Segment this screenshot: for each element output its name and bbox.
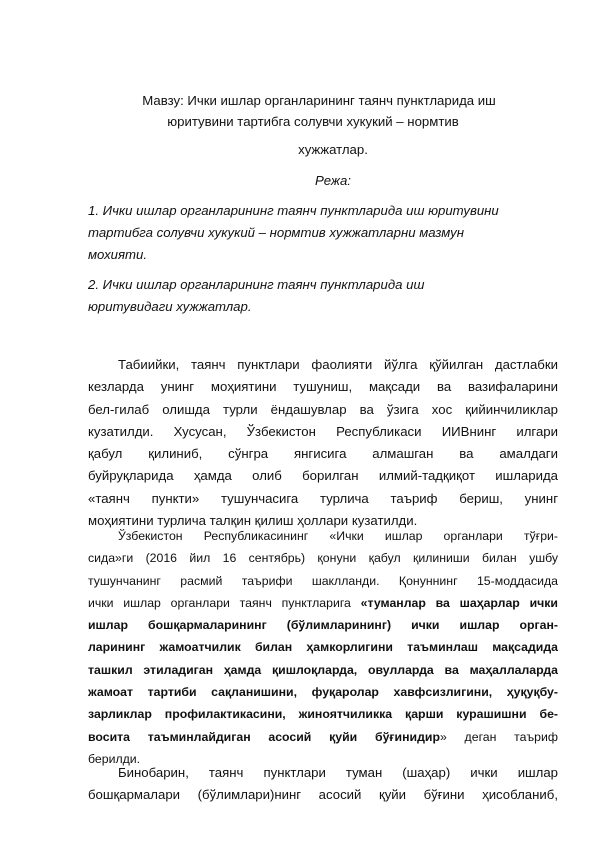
bold-quote: восита таъминлайдиган асосий қуйи бўғинидир bbox=[88, 729, 440, 744]
paragraph-line bbox=[88, 614, 558, 636]
paragraph-line: восита таъминлайдиган асосий қуйи бўғинидир» деган таъриф bbox=[88, 729, 559, 744]
bold-quote: жамоат тартиби сақланишини, фуқаролар хавфсизлигини, ҳуқуқбу- bbox=[88, 685, 558, 700]
topic-line-1: Мавзу: Ички ишлар органларининг таянч пунктларида иш bbox=[142, 93, 496, 108]
paragraph-2 bbox=[88, 525, 558, 770]
paragraph-line: бошқармалари (бўлимлари)нинг асосий қуйи бўғини ҳисобланиб, bbox=[88, 787, 558, 803]
paragraph-line: моҳиятини турлича талқин қилиш ҳоллари кузатилди. bbox=[88, 513, 418, 529]
topic-heading bbox=[88, 90, 538, 132]
paragraph-line bbox=[88, 681, 558, 703]
paragraph-line: ички ишлар органлари таянч пунктларига «туманлар ва шаҳарлар ички bbox=[88, 595, 558, 610]
paragraph-1 bbox=[88, 354, 558, 532]
paragraph-line: буйруқларида ҳамда олиб борилган илмий-тадқиқот ишларида bbox=[88, 468, 558, 484]
plan-item-2-line: 2. Ички ишлар органларининг таянч пунктларида иш bbox=[88, 277, 425, 292]
plan-item-1-line: тартибга солувчи хукукий – нормтив хужжатларни мазмун bbox=[88, 225, 465, 240]
plan-item-2-line: юритувидаги хужжатлар. bbox=[88, 299, 252, 314]
paragraph-line bbox=[88, 703, 558, 725]
paragraph-line bbox=[88, 636, 558, 658]
bold-quote: зарликлар профилактикасини, жиноятчиликка қарши курашишни бе- bbox=[88, 707, 558, 722]
plan-heading: Режа: bbox=[315, 173, 351, 188]
plan-item-1-line: мохияти. bbox=[88, 247, 148, 262]
plan-item-1 bbox=[88, 200, 558, 266]
paragraph-line: тушунчанинг расмий таърифи шаклланди. Қонуннинг 15-моддасида bbox=[88, 573, 558, 588]
paragraph-3 bbox=[88, 762, 558, 807]
topic-line-3: хужжатлар. bbox=[298, 142, 368, 157]
bold-quote: «туманлар ва шаҳарлар ички bbox=[360, 595, 558, 610]
paragraph-line: берилди. bbox=[88, 751, 141, 766]
paragraph-line: Ўзбекистон Республикасининг «Ички ишлар органлари тўғри- bbox=[118, 529, 558, 543]
plan-item-1-line: 1. Ички ишлар органларининг таянч пунктларида иш юритувини bbox=[88, 203, 499, 218]
bold-quote: ташкил этиладиган ҳамда қишлоқларда, овулларда ва маҳаллаларда bbox=[88, 662, 558, 677]
paragraph-line: Табиийки, таянч пунктлари фаолияти йўлга қўйилган дастлабки bbox=[118, 357, 558, 372]
paragraph-line: кезларда унинг моҳиятини тушуниш, мақсади ва вазифаларини bbox=[88, 379, 558, 395]
paragraph-line: кузатилди. Хусусан, Ўзбекистон Республикаси ИИВнинг илгари bbox=[88, 423, 558, 439]
topic-line-2: юритувини тартибга солувчи хукукий – нормтив bbox=[167, 114, 459, 129]
paragraph-line: Бинобарин, таянч пунктлари туман (шаҳар) ички ишлар bbox=[118, 765, 558, 780]
paragraph-line: бел-гилаб олишда турли ёндашувлар ва ўзига хос қийинчиликлар bbox=[88, 401, 558, 417]
paragraph-line: қабул қилиниб, сўнгра янгисига алмашган ва амалдаги bbox=[88, 446, 558, 462]
paragraph-line: «таянч пункти» тушунчасига турлича таъриф бериш, унинг bbox=[88, 490, 558, 506]
plan-item-2 bbox=[88, 274, 558, 318]
paragraph-line bbox=[88, 659, 558, 681]
bold-quote: ларининг жамоатчилик билан ҳамкорлигини таъминлаш мақсадида bbox=[88, 640, 558, 655]
bold-quote: ишлар бошқармаларининг (бўлимларининг) ички ишлар орган- bbox=[88, 618, 558, 633]
paragraph-line: сида»ги (2016 йил 16 сентябрь) қонуни қабул қилиниши билан ушбу bbox=[88, 551, 558, 566]
